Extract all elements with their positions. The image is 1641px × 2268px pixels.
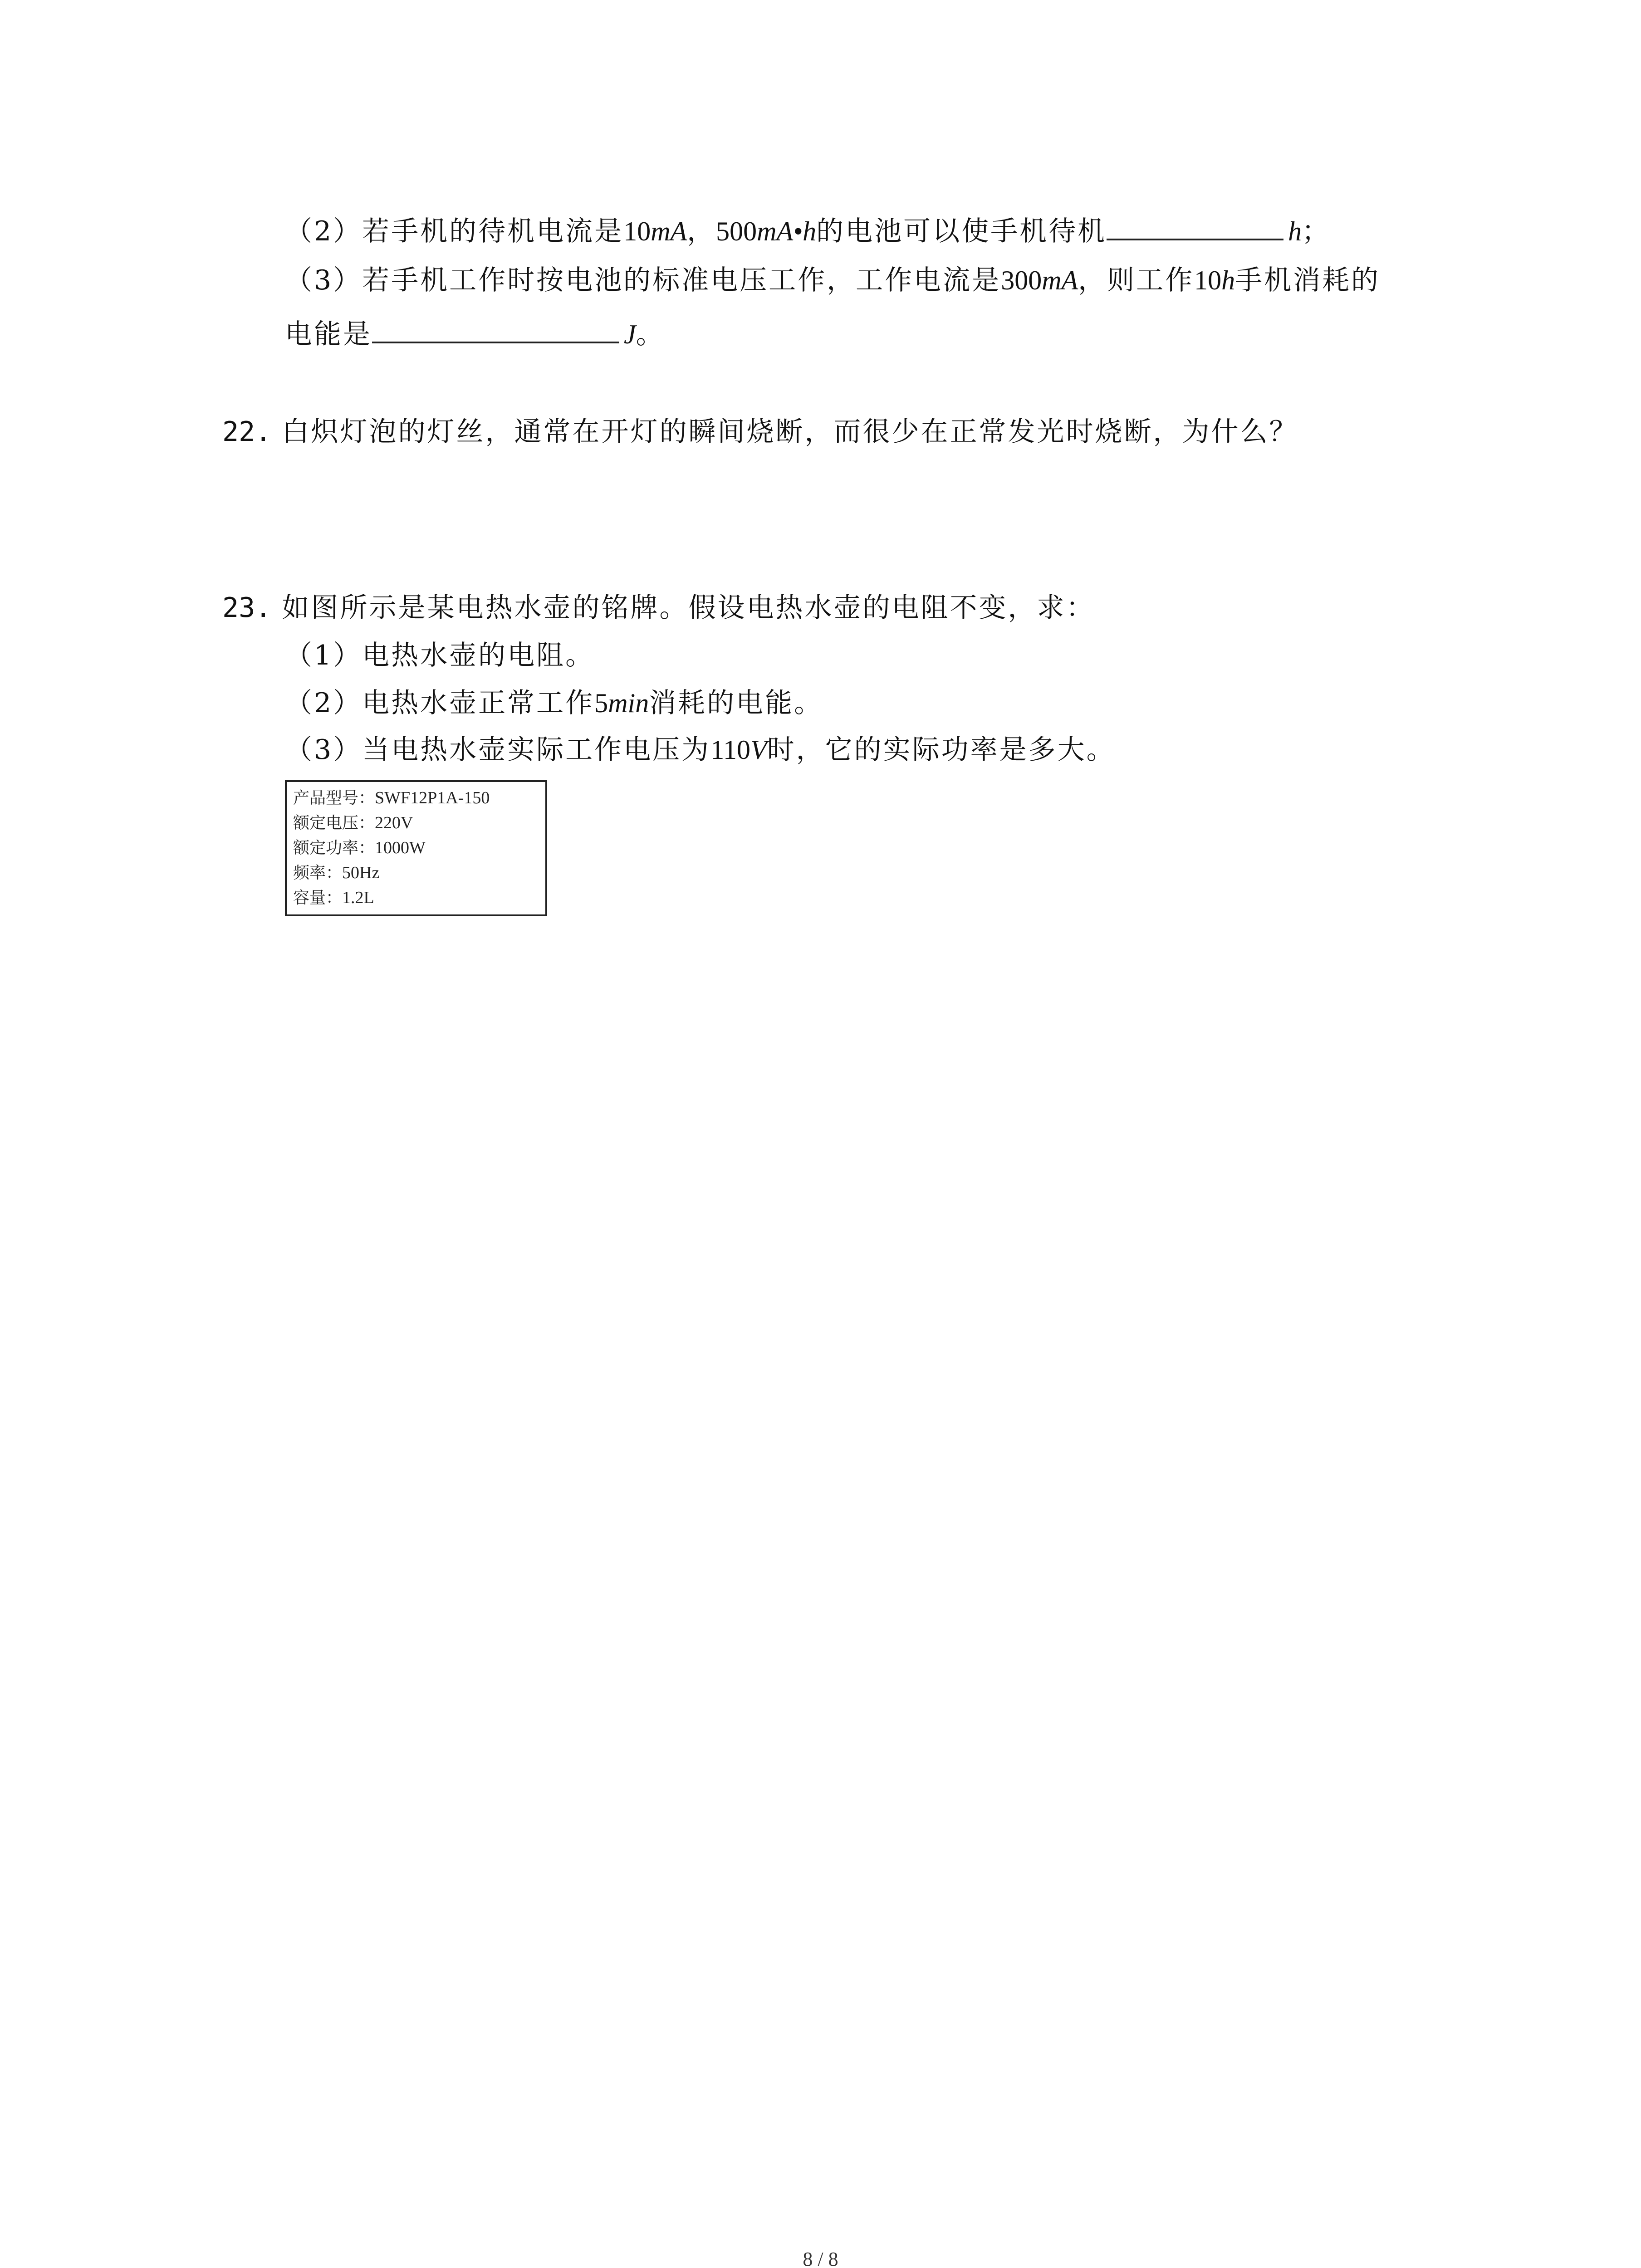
q21-part3-line1 bbox=[285, 262, 1380, 298]
q21-part2-sep: ， bbox=[687, 215, 716, 247]
q21-part3-suffix: 手机消耗的 bbox=[1235, 264, 1381, 296]
q21-part3-time-unit: h bbox=[1221, 265, 1235, 295]
q21-part2-capacity-unit: mA•h bbox=[757, 216, 817, 246]
nameplate-label: 产品型号： bbox=[293, 789, 375, 807]
q22-line bbox=[222, 414, 1298, 450]
nameplate-label: 额定电压： bbox=[293, 814, 375, 832]
nameplate-value: SWF12P1A-150 bbox=[375, 788, 490, 807]
q21-part2-capacity-value: 500 bbox=[716, 216, 757, 246]
q21-part3-answer-blank[interactable] bbox=[372, 315, 619, 343]
q23-part3-prefix: （3）当电热水壶实际工作电压为 bbox=[285, 734, 711, 766]
q23-part2-line bbox=[285, 685, 823, 721]
q23-part3-value: 110 bbox=[710, 735, 750, 765]
q23-part2-value: 5 bbox=[594, 688, 608, 718]
nameplate-label: 额定功率： bbox=[293, 839, 375, 857]
nameplate-value: 1000W bbox=[375, 838, 426, 857]
nameplate-row-power bbox=[293, 836, 539, 860]
q23-part3-unit: V bbox=[750, 735, 767, 765]
q23-part3-line bbox=[285, 732, 1116, 768]
nameplate-label: 频率： bbox=[293, 864, 343, 882]
q23-line bbox=[222, 590, 1095, 626]
q23-part3-suffix: 时，它的实际功率是多大。 bbox=[767, 734, 1116, 766]
nameplate-row-model bbox=[293, 786, 539, 811]
q21-part2-current-value: 10 bbox=[623, 216, 651, 246]
nameplate-row-capacity bbox=[293, 885, 539, 910]
kettle-nameplate bbox=[285, 780, 547, 916]
nameplate-label: 容量： bbox=[293, 889, 343, 907]
q23-part2-prefix: （2）电热水壶正常工作 bbox=[285, 687, 595, 719]
nameplate-row-voltage bbox=[293, 811, 539, 836]
q21-part2-middle: 的电池可以使手机待机 bbox=[816, 215, 1107, 247]
q23-number: 23. bbox=[222, 592, 272, 624]
nameplate-value: 1.2L bbox=[342, 888, 374, 907]
nameplate-row-frequency bbox=[293, 860, 539, 885]
q21-part3-time-value: 10 bbox=[1194, 265, 1222, 295]
q23-part2-suffix: 消耗的电能。 bbox=[649, 687, 823, 719]
q23-part1-line bbox=[285, 637, 594, 674]
q21-part3-end: 。 bbox=[636, 318, 665, 350]
q21-part3-line2-prefix: 电能是 bbox=[285, 318, 372, 350]
q21-part2-line bbox=[285, 212, 1331, 249]
q23-part2-unit: min bbox=[608, 688, 649, 718]
page-indicator: 8 / 8 bbox=[803, 2248, 838, 2268]
nameplate-value: 220V bbox=[375, 813, 413, 832]
q21-part3-line2 bbox=[285, 315, 665, 352]
q21-part3-middle: ，则工作 bbox=[1078, 264, 1195, 296]
q23-text: 如图所示是某电热水壶的铭牌。假设电热水壶的电阻不变，求： bbox=[282, 592, 1095, 624]
q21-part2-answer-blank[interactable] bbox=[1107, 212, 1283, 240]
q21-part2-answer-unit: h bbox=[1288, 216, 1302, 246]
q21-part2-end: ； bbox=[1302, 215, 1331, 247]
q21-part3-prefix: （3）若手机工作时按电池的标准电压工作，工作电流是 bbox=[285, 264, 1001, 296]
q21-part3-current-unit: mA bbox=[1042, 265, 1078, 295]
q21-part2-current-unit: mA bbox=[651, 216, 687, 246]
q22-text: 白炽灯泡的灯丝，通常在开灯的瞬间烧断，而很少在正常发光时烧断，为什么？ bbox=[282, 416, 1298, 448]
q21-part2-prefix: （2）若手机的待机电流是 bbox=[285, 215, 624, 247]
nameplate-value: 50Hz bbox=[342, 863, 380, 882]
q21-part3-current-value: 300 bbox=[1001, 265, 1042, 295]
q21-part3-answer-unit: J bbox=[624, 319, 636, 349]
q23-part1: （1）电热水壶的电阻。 bbox=[285, 640, 595, 671]
q22-number: 22. bbox=[222, 416, 272, 448]
